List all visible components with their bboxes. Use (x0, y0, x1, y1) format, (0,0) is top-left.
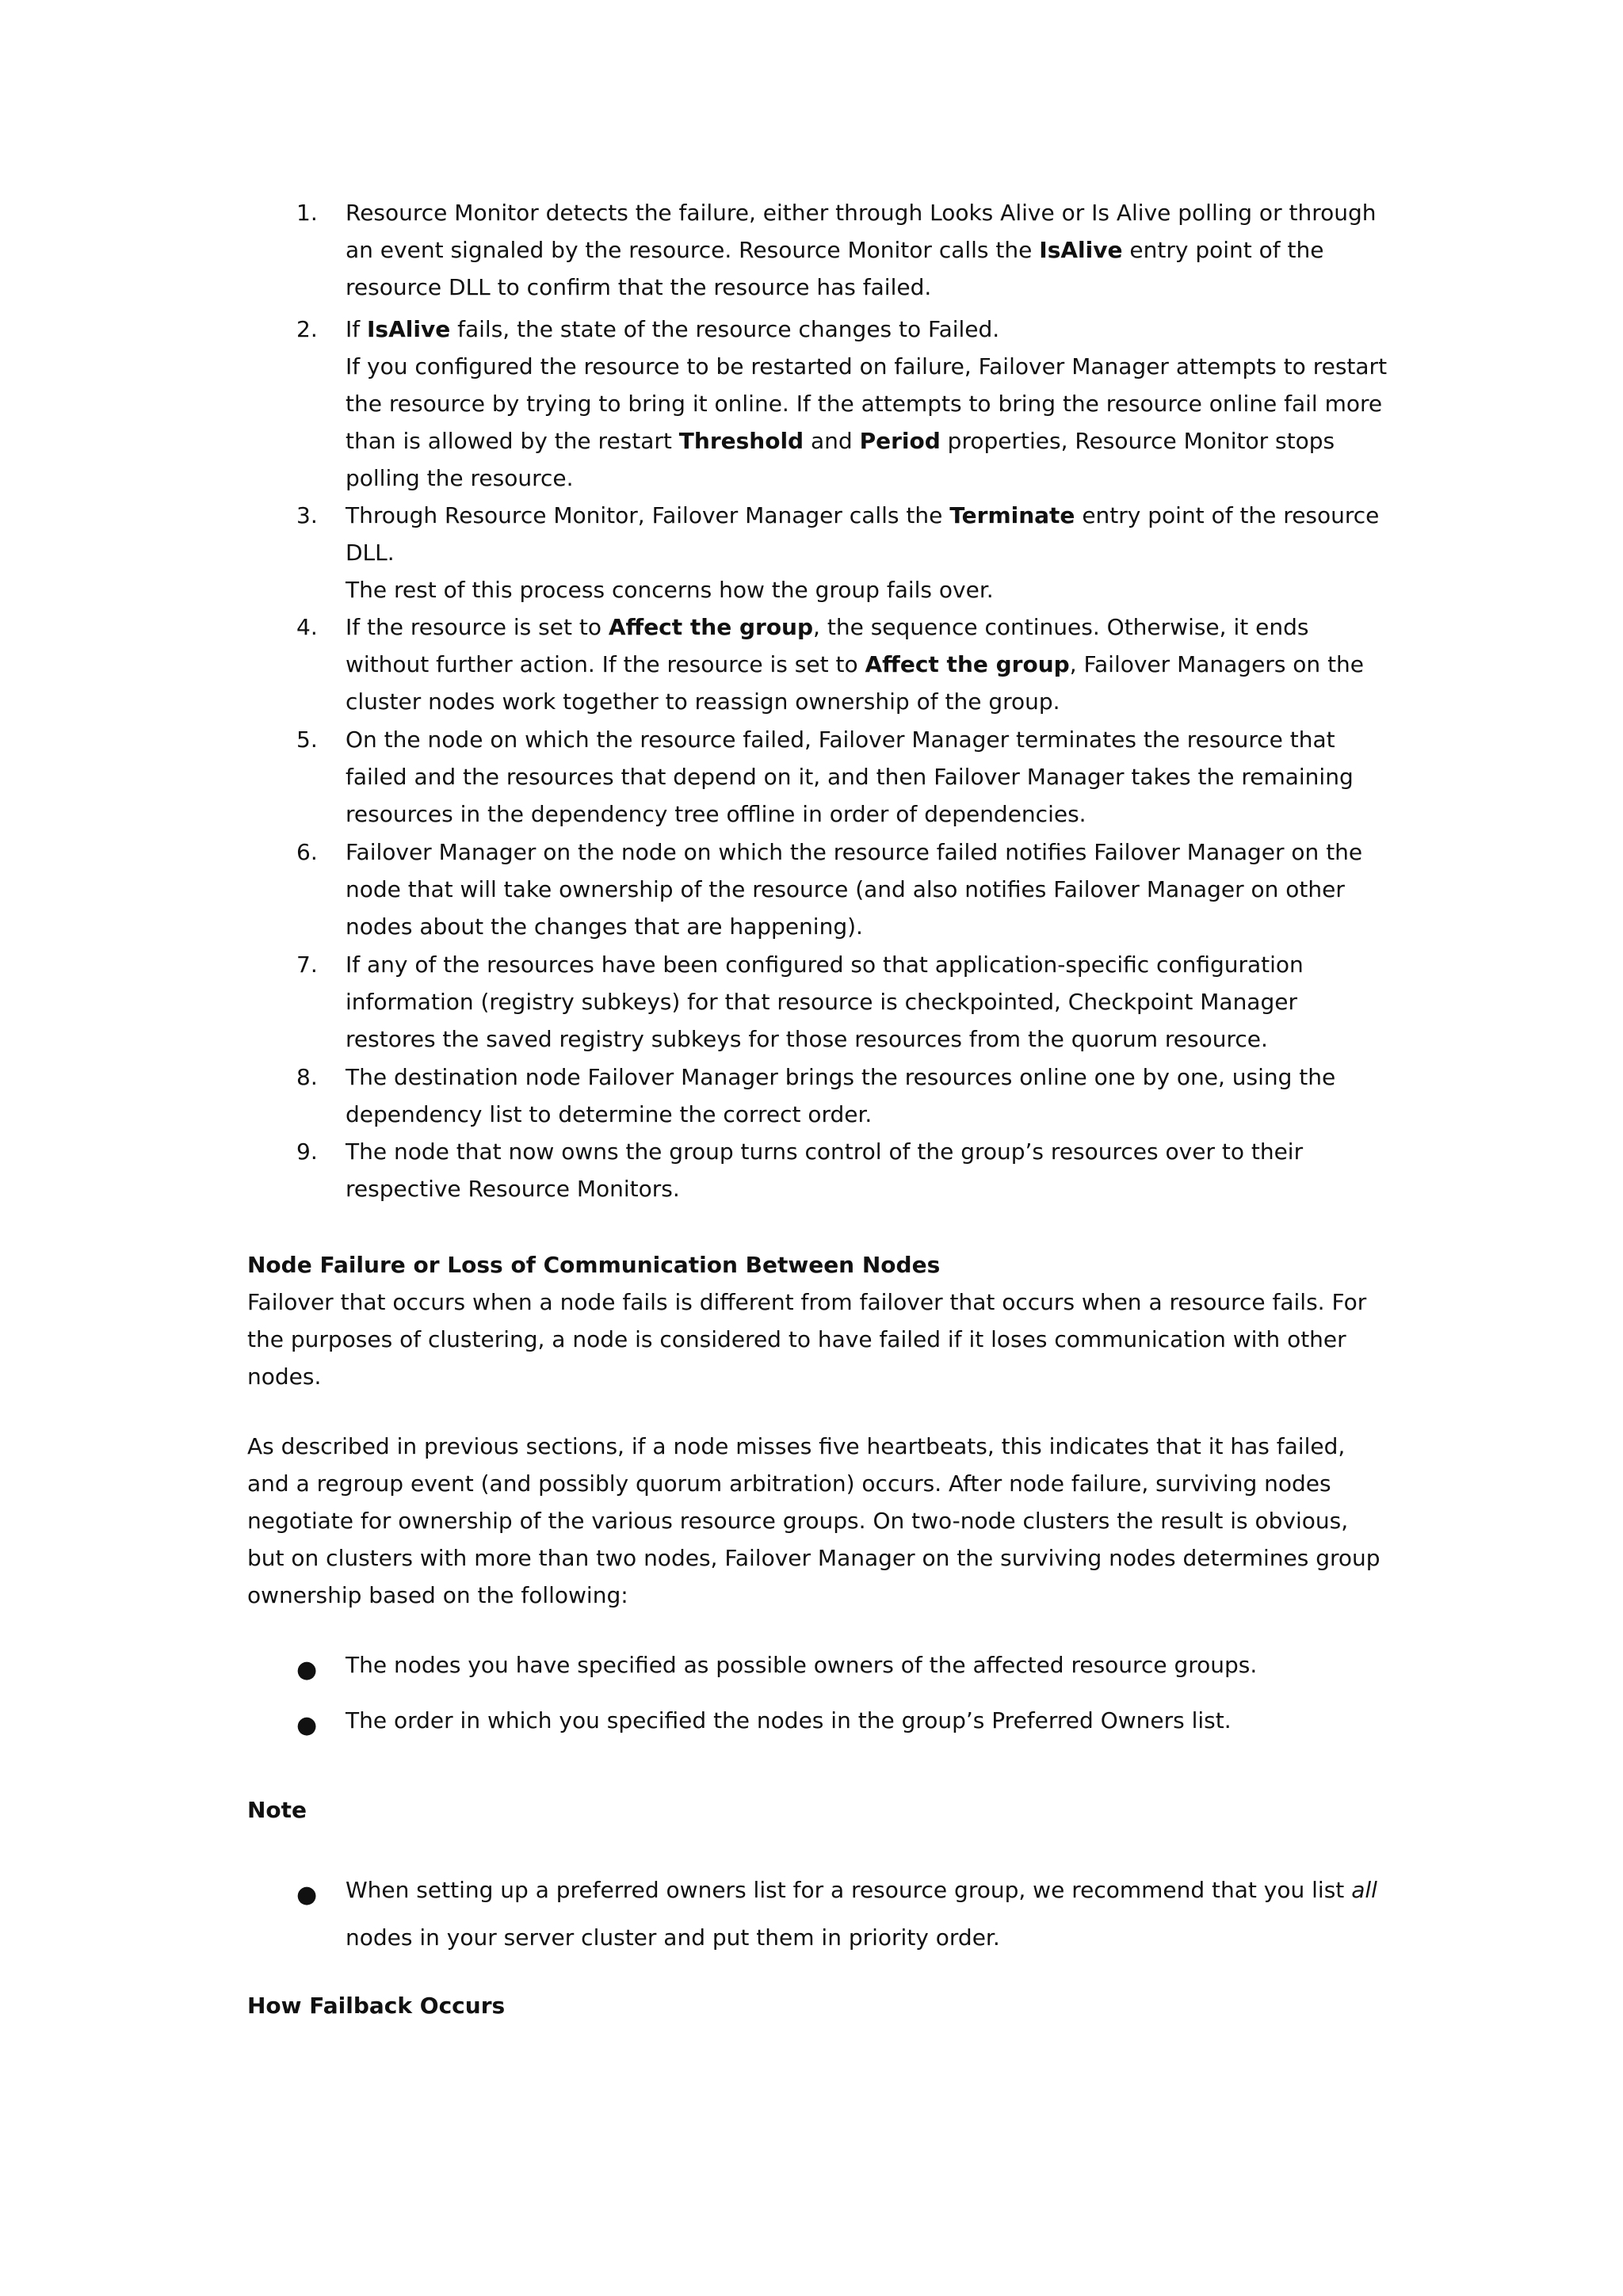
step-number: 9. (296, 1138, 318, 1165)
step-text-continued: The rest of this process concerns how the group fails over. (346, 577, 994, 603)
step-text: Through Resource Monitor, Failover Manager calls the Terminate entry point of the resource DLL. (346, 502, 1380, 566)
document-page: 1. Resource Monitor detects the failure, either through Looks Alive or Is Alive polling or through an event signaled by the resource. Resource Monitor calls the IsAlive entry point of the resource DLL to confirm that the resource has failed. 2. If IsAlive fails, the state of the resource changes to Failed. If you configured the resource to be restarted on failure, Failover Manager attempts to restart the resource by trying to bring it online. If the attempts to bring the resource online fail more than is allowed by the restart Threshold and Period properties, Resource Monitor stops polling the resource. 3. Through Resource Monitor, Failover Manager calls the Terminate entry point of the resource DLL. The rest of this process concerns how the group fails over. 4. If the resource is set to Affect the group, the sequence continues. Otherwise, it ends without further action. If the resource is set to Affect the group, Failover Managers on the cluster nodes work together to reassign ownership of the group. 5. On the node on which the resource failed, Failover Manager terminates the resource that failed and the resources that depend on it, and then Failover Manager takes the remaining resources in the dependency tree offline in order of dependencies. 6. Failover Manager on the node on which the resource failed notifies Failover Manager on the node that will take ownership of the resource (and also notifies Failover Manager on other nodes about the changes that are happening). 7. If any of the resources have been configured so that application-specific configuration information (registry subkeys) for that resource is checkpointed, Checkpoint Manager restores the saved registry subkeys for those resources from the quorum resource. 8. The destination node Failover Manager brings the resources online one by one, using the dependency list to determine the correct order. 9. The node that now owns the group turns control of the group’s resources over to their respective Resource Monitors. Node Failure or Loss of Communication Between Nodes Failover that occurs when a node fails is different from failover that occurs when a resource fails. For the purposes of clustering, a node is considered to have failed if it loses communication with other nodes. As described in previous sections, if a node misses five heartbeats, this indicates that it has failed, and a regroup event (and possibly quorum arbitration) occurs. After node failure, surviving nodes negotiate for ownership of the various resource groups. On two-node clusters the result is obvious, but on clusters with more than two nodes, Failover Manager on the surviving nodes determines group ownership based on the following: ● The nodes you have specified as possible owners of the affected resource groups. ● The order in which you specified the nodes in the group’s Preferred Owners list. Note ● When setting up a preferred owners list for a resource group, we recommend that you list all nodes in your server cluster and put them in priority order. How Failback Occurs (0, 0, 1623, 2296)
step-text: If any of the resources have been configured so that application-specific configuration information (registry subkeys) for that resource is checkpointed, Checkpoint Manager restores the saved registry subkeys for those resources from the quorum resource. (346, 952, 1304, 1052)
step-number: 5. (296, 727, 318, 753)
step-number: 8. (296, 1064, 318, 1090)
bullet-icon: ● (296, 1656, 318, 1684)
step-text: The node that now owns the group turns control of the group’s resources over to their respective Resource Monitors. (346, 1138, 1304, 1202)
step-number: 7. (296, 952, 318, 978)
step-text: The destination node Failover Manager brings the resources online one by one, using the dependency list to determine the correct order. (346, 1064, 1336, 1127)
step-number: 3. (296, 502, 318, 528)
section-heading-failback: How Failback Occurs (247, 1993, 506, 2019)
bullet-icon: ● (296, 1881, 318, 1909)
step-text: Resource Monitor detects the failure, either through Looks Alive or Is Alive polling or through an event signaled by the resource. Resource Monitor calls the IsAlive entry point of the resource DLL to confirm that the resource has failed. (346, 200, 1377, 300)
bullet-icon: ● (296, 1711, 318, 1739)
step-text: If the resource is set to Affect the group, the sequence continues. Otherwise, it ends without further action. If the resource is set to Affect the group, Failover Managers on the cluster nodes work together to reassign ownership of the group. (346, 614, 1365, 715)
step-number: 6. (296, 839, 318, 865)
note-heading: Note (247, 1797, 307, 1823)
paragraph-failover-intro: Failover that occurs when a node fails is different from failover that occurs when a resource fails. For the purposes of clustering, a node is considered to have failed if it loses communication with other nodes. (247, 1289, 1367, 1390)
step-number: 4. (296, 614, 318, 640)
paragraph-regroup-event: As described in previous sections, if a node misses five heartbeats, this indicates that it has failed, and a regroup event (and possibly quorum arbitration) occurs. After node failure, surviving nodes negotiate for ownership of the various resource groups. On two-node clusters the result is obvious, but on clusters with more than two nodes, Failover Manager on the surviving nodes determines group ownership based on the following: (247, 1433, 1381, 1608)
section-heading-node-failure: Node Failure or Loss of Communication Between Nodes (247, 1252, 941, 1278)
step-text: Failover Manager on the node on which the resource failed notifies Failover Manager on the node that will take ownership of the resource (and also notifies Failover Manager on other nodes about the changes that are happening). (346, 839, 1363, 940)
step-text: On the node on which the resource failed, Failover Manager terminates the resource that failed and the resources that depend on it, and then Failover Manager takes the remaining resources in the dependency tree offline in order of dependencies. (346, 727, 1354, 827)
step-text: If IsAlive fails, the state of the resource changes to Failed. (346, 316, 1000, 342)
step-text-continued: If you configured the resource to be restarted on failure, Failover Manager attempts to restart the resource by trying to bring it online. If the attempts to bring the resource online fail more than is allowed by the restart Threshold and Period properties, Resource Monitor stops polling the resource. (346, 353, 1388, 491)
step-number: 1. (296, 200, 318, 226)
step-number: 2. (296, 316, 318, 342)
